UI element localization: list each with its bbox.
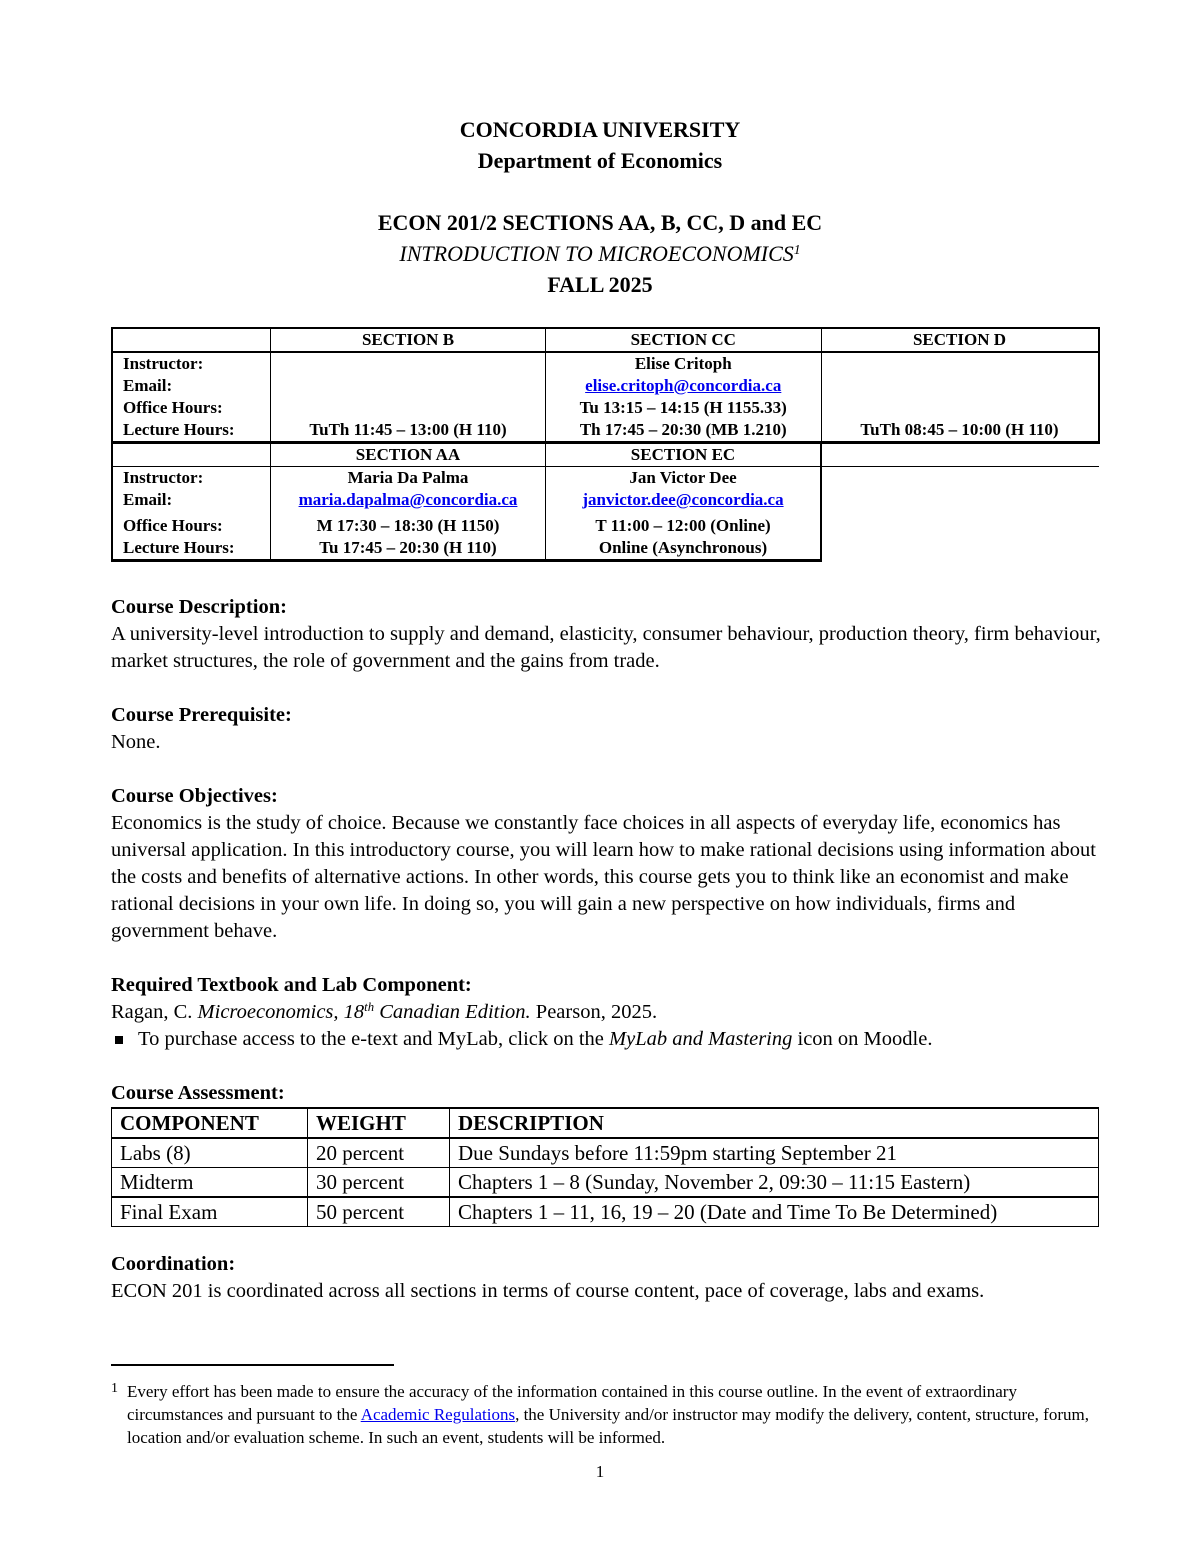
- prerequisite-heading: Course Prerequisite:: [111, 704, 292, 726]
- coordination-text: ECON 201 is coordinated across all sections in terms of course content, pace of coverage, labs and exams.: [111, 1280, 985, 1302]
- email-row-2: [112, 489, 1099, 515]
- office-hours-dee: T 11:00 – 12:00 (Online): [546, 515, 822, 537]
- lecture-hours-label-2: Lecture Hours:: [112, 537, 271, 561]
- assessment-col-description: DESCRIPTION: [450, 1108, 1099, 1138]
- assessment-component: Midterm: [112, 1168, 308, 1198]
- email-link-dapalma[interactable]: maria.dapalma@concordia.ca: [298, 490, 518, 509]
- email-link-critoph[interactable]: elise.critoph@concordia.ca: [585, 376, 782, 395]
- footnote-divider: [111, 1364, 394, 1366]
- assessment-weight: 50 percent: [308, 1197, 450, 1227]
- page-number: 1: [595, 1462, 605, 1481]
- assessment-description: Chapters 1 – 11, 16, 19 – 20 (Date and Time To Be Determined): [450, 1197, 1099, 1227]
- objectives-text: Economics is the study of choice. Because we constantly face choices in all aspects of everyday life, economics has universal application. In this introductory course, you will learn how to make rational decisions using information about the costs and benefits of alternative actions. In other words, this course gets you to think like an economist and make rational decisions in your own life. In doing so, you will gain a new perspective on how individuals, firms and government behave.: [111, 812, 1096, 942]
- office-hours-row-2: [112, 515, 1099, 537]
- sections-header-row-2: [112, 443, 1099, 467]
- prerequisite-text: None.: [111, 731, 161, 753]
- department-name: Department of Economics: [477, 148, 723, 173]
- section-aa-header: SECTION AA: [271, 443, 546, 467]
- email-link-dee[interactable]: janvictor.dee@concordia.ca: [582, 490, 784, 509]
- instructor-critoph: Elise Critoph: [546, 352, 822, 375]
- lecture-hours-ec: Online (Asynchronous): [546, 537, 822, 561]
- description-text: A university-level introduction to supply and demand, elasticity, consumer behaviour, production theory, firm behaviour, market structures, the role of government and the gains from trade.: [111, 623, 1101, 672]
- assessment-col-weight: WEIGHT: [308, 1108, 450, 1138]
- table-row: [112, 1138, 1099, 1168]
- lecture-hours-row-2: [112, 537, 1099, 561]
- assessment-heading: Course Assessment:: [111, 1082, 285, 1104]
- section-ec-header: SECTION EC: [546, 443, 822, 467]
- office-hours-label: Office Hours:: [112, 397, 271, 419]
- sections-header-row: [112, 328, 1099, 352]
- bullet-square-icon: [115, 1036, 123, 1044]
- office-hours-dapalma: M 17:30 – 18:30 (H 1150): [271, 515, 546, 537]
- instructor-row: [112, 352, 1099, 375]
- academic-regulations-link[interactable]: Academic Regulations: [360, 1405, 516, 1424]
- assessment-table: [111, 1107, 1099, 1227]
- description-heading: Course Description:: [111, 596, 287, 618]
- sections-table: [111, 327, 1100, 562]
- email-label: Email:: [112, 375, 271, 397]
- lecture-hours-cc: Th 17:45 – 20:30 (MB 1.210): [546, 419, 822, 443]
- section-d-header: SECTION D: [821, 328, 1099, 352]
- email-label-2: Email:: [112, 489, 271, 515]
- office-hours-label-2: Office Hours:: [112, 515, 271, 537]
- university-name: CONCORDIA UNIVERSITY: [459, 117, 741, 142]
- coordination-section: [111, 1251, 1161, 1305]
- table-row: [112, 1197, 1099, 1227]
- assessment-weight: 20 percent: [308, 1138, 450, 1168]
- term: FALL 2025: [547, 272, 653, 297]
- instructor-label: Instructor:: [112, 352, 271, 375]
- footnote-number: 1: [111, 1381, 118, 1396]
- assessment-component: Final Exam: [112, 1197, 308, 1227]
- table-row: [112, 1168, 1099, 1198]
- lecture-hours-aa: Tu 17:45 – 20:30 (H 110): [271, 537, 546, 561]
- course-outline-body: [111, 594, 1111, 1107]
- lecture-hours-label: Lecture Hours:: [112, 419, 271, 443]
- objectives-heading: Course Objectives:: [111, 785, 278, 807]
- lecture-hours-b: TuTh 11:45 – 13:00 (H 110): [271, 419, 546, 443]
- office-hours-critoph: Tu 13:15 – 14:15 (H 1155.33): [546, 397, 822, 419]
- assessment-description: Due Sundays before 11:59pm starting September 21: [450, 1138, 1099, 1168]
- section-cc-header: SECTION CC: [546, 328, 822, 352]
- assessment-col-component: COMPONENT: [112, 1108, 308, 1138]
- assessment-weight: 30 percent: [308, 1168, 450, 1198]
- assessment-description: Chapters 1 – 8 (Sunday, November 2, 09:30 – 11:15 Eastern): [450, 1168, 1099, 1198]
- assessment-header-row: [112, 1108, 1099, 1138]
- instructor-label-2: Instructor:: [112, 467, 271, 490]
- course-code: ECON 201/2 SECTIONS AA, B, CC, D and EC: [377, 210, 823, 235]
- email-row: [112, 375, 1099, 397]
- footnote: 1 Every effort has been made to ensure the accuracy of the information contained in this course outline. In the event of extraordinary circumstances and pursuant to the Academic Regulations, the University and/or instructor may modify the delivery, content, structure, forum, location and/or evaluation scheme. In such an event, students will be informed.: [111, 1380, 1101, 1449]
- instructor-row-2: [112, 467, 1099, 490]
- textbook-heading: Required Textbook and Lab Component:: [111, 974, 472, 996]
- textbook-bullet: To purchase access to the e-text and MyLab, click on the MyLab and Mastering icon on Moodle.: [111, 1026, 1111, 1053]
- instructor-dapalma: Maria Da Palma: [271, 467, 546, 490]
- coordination-heading: Coordination:: [111, 1253, 236, 1275]
- course-title: INTRODUCTION TO MICROECONOMICS$^1$: [399, 241, 801, 266]
- instructor-dee: Jan Victor Dee: [546, 467, 822, 490]
- office-hours-row: [112, 397, 1099, 419]
- lecture-hours-d: TuTh 08:45 – 10:00 (H 110): [821, 419, 1099, 443]
- document-header: [0, 114, 1200, 300]
- section-b-header: SECTION B: [271, 328, 546, 352]
- assessment-component: Labs (8): [112, 1138, 308, 1168]
- lecture-hours-row: [112, 419, 1099, 443]
- footnote-marker[interactable]: 1: [793, 241, 801, 257]
- textbook-reference: Ragan, C. Microeconomics, 18th Canadian Edition. Pearson, 2025.: [111, 1000, 658, 1023]
